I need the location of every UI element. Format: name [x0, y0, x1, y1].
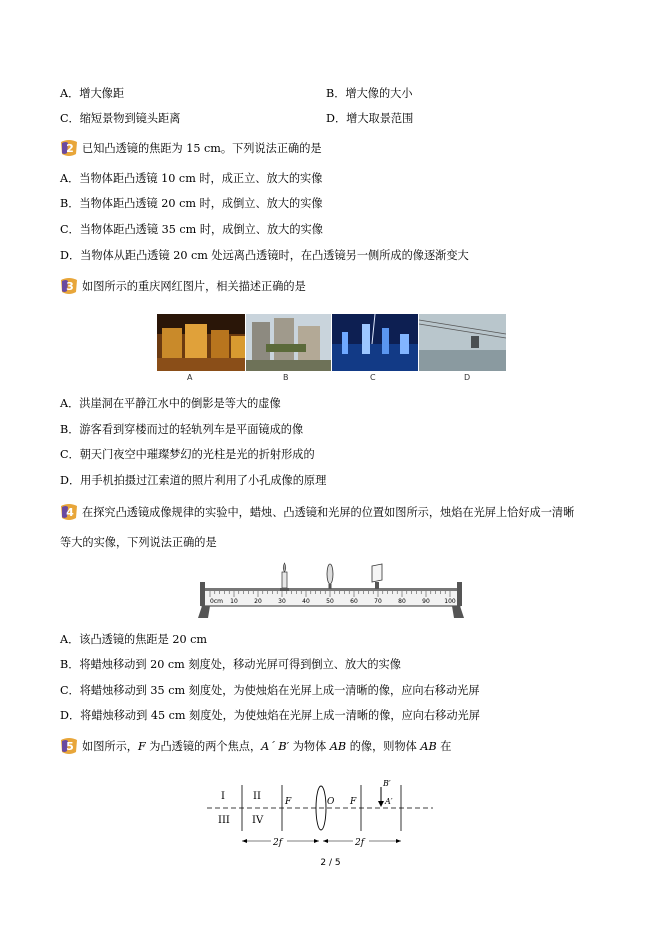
- q3-option-a: A．洪崖洞在平静江水中的倒影是等大的虚像: [60, 397, 281, 410]
- image-top-label: B′: [383, 779, 391, 788]
- ruler-unit-label: 0cm: [210, 598, 223, 605]
- q4-option-d: D．将蜡烛移动到 45 cm 刻度处，为使烛焰在光屏上成一清晰的像，应向右移动光屏: [60, 709, 480, 722]
- q-prev-option-d: D．增大取景范围: [326, 112, 414, 125]
- q3-option-b: B．游客看到穿楼而过的轻轨列车是平面镜成的像: [60, 423, 304, 436]
- photo-hongyadong: [157, 314, 245, 371]
- ruler-tick-label: 50: [326, 598, 334, 605]
- q4-option-a: A．该凸透镜的焦距是 20 cm: [60, 633, 207, 646]
- ruler-tick-label: 90: [422, 598, 430, 605]
- q4-option-c: C．将蜡烛移动到 35 cm 刻度处，为使烛焰在光屏上成一清晰的像，应向右移动光屏: [60, 684, 480, 697]
- ruler-tick-label: 10: [230, 598, 238, 605]
- focus-right-label: F: [350, 797, 357, 807]
- photo-cableway: [419, 314, 506, 371]
- photo-label-a: A: [187, 373, 193, 382]
- ruler-tick-label: 20: [254, 598, 262, 605]
- question-number: 5: [66, 740, 74, 753]
- q3-stem: 如图所示的重庆网红图片，相关描述正确的是: [82, 280, 306, 293]
- q4-option-b: B．将蜡烛移动到 20 cm 刻度处，移动光屏可得到倒立、放大的实像: [60, 658, 401, 671]
- q-prev-option-c: C．缩短景物到镜头距离: [60, 112, 181, 125]
- q4-stem-line-1: 在探究凸透镜成像规律的实验中，蜡烛、凸透镜和光屏的位置如图所示，烛焰在光屏上恰好成一清晰: [82, 506, 575, 519]
- question-number: 3: [66, 280, 74, 293]
- q5-stem: 如图所示，F 为凸透镜的两个焦点，A´ B′ 为物体 AB 的像，则物体 AB 在: [82, 740, 452, 753]
- photo-label-c: C: [370, 373, 376, 382]
- q2-option-b: B．当物体距凸透镜 20 cm 时，成倒立、放大的实像: [60, 197, 323, 210]
- chongqing-photo-strip: [157, 314, 506, 385]
- photo-chaotianmen: [332, 314, 418, 371]
- q3-option-c: C．朝天门夜空中璀璨梦幻的光柱是光的折射形成的: [60, 448, 315, 461]
- photo-label-d: D: [464, 373, 471, 382]
- question-number-icon: [59, 737, 79, 755]
- question-number-icon: [59, 503, 79, 521]
- question-number-icon: [59, 139, 79, 157]
- lens-center-label: O: [327, 797, 335, 807]
- ruler-tick-label: 80: [398, 598, 406, 605]
- dist-left-label: 2f: [273, 838, 283, 848]
- focus-left-label: F: [285, 797, 292, 807]
- q2-option-d: D．当物体从距凸透镜 20 cm 处远离凸透镜时，在凸透镜另一侧所成的像逐渐变大: [60, 249, 469, 262]
- lens-region-diagram: [205, 775, 435, 853]
- q3-option-d: D．用手机拍摄过江索道的照片利用了小孔成像的原理: [60, 474, 327, 487]
- region-2-label: II: [253, 791, 261, 802]
- page-number: 2 / 5: [320, 858, 341, 868]
- region-4-label: IV: [252, 815, 264, 826]
- region-3-label: III: [218, 815, 230, 826]
- question-number: 4: [66, 506, 74, 519]
- q2-stem: 已知凸透镜的焦距为 15 cm。下列说法正确的是: [82, 142, 322, 155]
- q2-option-a: A．当物体距凸透镜 10 cm 时，成正立、放大的实像: [60, 172, 323, 185]
- optical-bench-diagram: [196, 560, 466, 620]
- q-prev-option-b: B．增大像的大小: [326, 87, 413, 100]
- photo-light-rail: [246, 314, 331, 371]
- ruler-tick-label: 30: [278, 598, 286, 605]
- ruler-tick-label: 100: [444, 598, 456, 605]
- question-number: 2: [66, 142, 74, 155]
- ruler-tick-label: 70: [374, 598, 382, 605]
- image-bottom-label: A′: [385, 797, 393, 806]
- dist-right-label: 2f: [355, 838, 365, 848]
- q-prev-option-a: A．增大像距: [60, 87, 125, 100]
- region-1-label: I: [221, 791, 225, 802]
- ruler-tick-label: 60: [350, 598, 358, 605]
- ruler-tick-label: 40: [302, 598, 310, 605]
- photo-label-b: B: [283, 373, 289, 382]
- question-number-icon: [59, 277, 79, 295]
- q4-stem-line-2: 等大的实像，下列说法正确的是: [60, 536, 217, 549]
- q2-option-c: C．当物体距凸透镜 35 cm 时，成倒立、放大的实像: [60, 223, 323, 236]
